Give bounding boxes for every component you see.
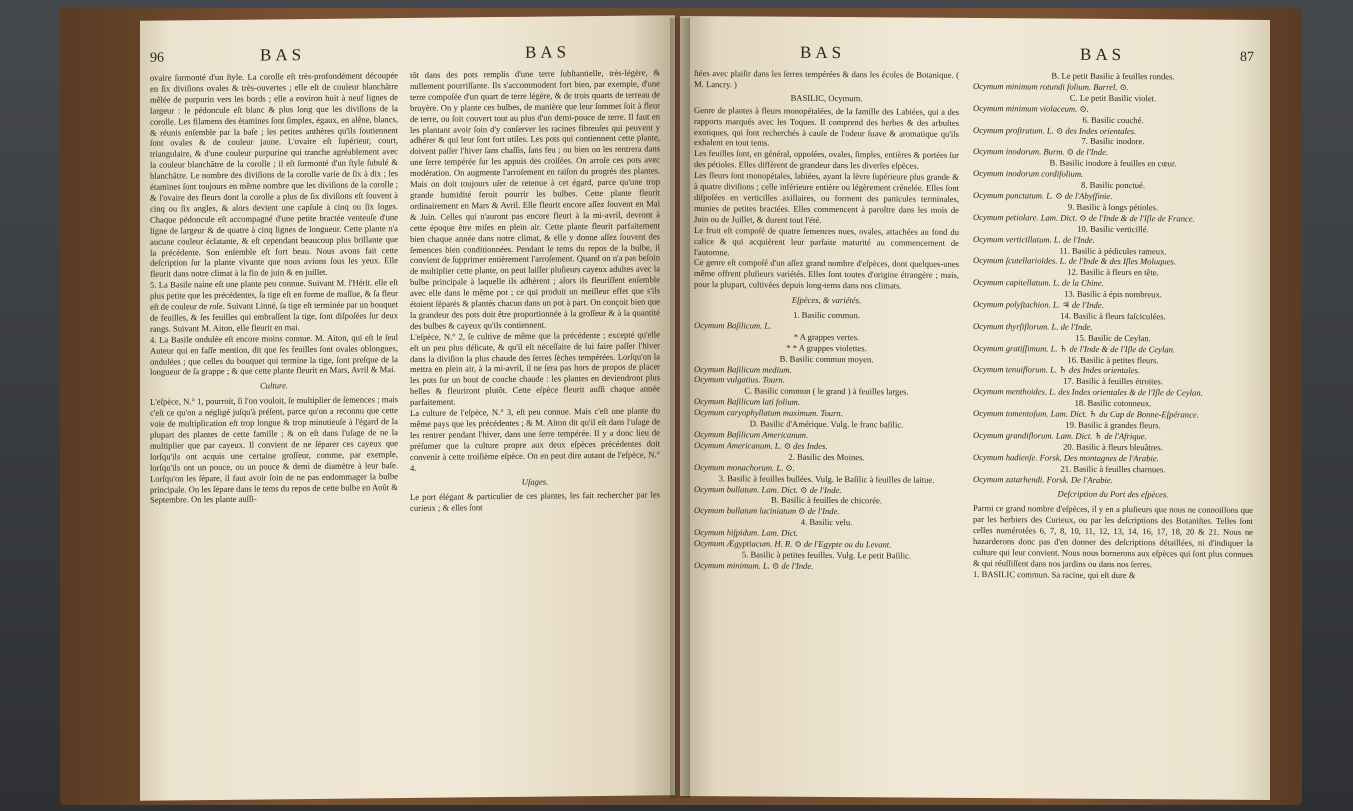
species-entry: Ocymum zatarhendi. Forsk. De l'Arabie. — [973, 473, 1113, 485]
paragraph: 4. La Basile ondulée eſt encore moins connue. M. Aiton, qui eſt le ſeul Auteur qui en faſſe mention, dit que ſes feuilles ſont ovales oblongues, ondulées ; que celles du bouquet qui termine la tige, ſont preſque de la longueur de ſa grappe ; & que cette plante fleurit en Mars, Avril & Mai. — [150, 331, 398, 378]
species-list — [694, 309, 959, 573]
species-entry: 3. Basilic à feuilles bullées. Vulg. le Baſilic à feuilles de laitue. — [718, 472, 935, 485]
species-entry: 11. Basilic à pédicules rameux. — [1059, 245, 1167, 256]
species-entry: Ocymum monachorum. L. ⊙. — [694, 461, 795, 473]
species-entry: B. Basilic commun moyen. — [779, 353, 874, 364]
paragraph: La culture de l'eſpèce, N.° 3, eſt peu connue. Mais c'eſt une plante du même pays que les précédentes ; & M. Aiton dit qu'il eſt dans l'uſage de les rentrer pendant l'hiver, dans une ſerre tempérée. Il y a donc lieu de préſumer que la culture propre aux deux eſpèces précédentes doit convenir à cette troiſième eſpèce. On en peut dire autant de l'eſpèce, N.° 4. — [410, 405, 660, 473]
species-entry: Ocymum capitellatum. L. de la Chine. — [973, 277, 1104, 289]
paragraph: L'eſpèce, N.° 1, pourroit, ſi l'on vouloit, ſe multiplier de ſemences ; mais c'eſt ce qu'on a négligé juſqu'à préſent, parce qu'on a reconnu que cette voie de multiplication eſt trop longue & trop minutieuſe à l'égard de la plupart des plantes de cette famille ; & on eſt dans l'uſage de ne la multiplier que par cayeux. Il convient de ne ſéparer ces cayeux que lorſqu'ils ont acquis une certaine groſſeur, comme, par exemple, lorſqu'ils ont un pouce, ou un pouce & demi de diamètre à leur baſe. Lorſqu'on les ſépare, il faut avoir ſoin de ne pas endommager la bulbe principale. On les ſépare dans le tems du repos de cette bulbe en Août & Septembre. On les plante auſſi- — [150, 394, 398, 506]
species-entry: Ocymum inodorum cordifolium. — [973, 168, 1084, 179]
species-entry: 13. Basilic à épis nombreux. — [1064, 288, 1162, 300]
species-entry: 19. Basilic à grandes fleurs. — [1065, 419, 1161, 431]
species-entry: Ocymum verticillatum. L. de l'Inde. — [973, 233, 1095, 245]
section-heading: Eſpèces, & variétés. — [791, 294, 862, 306]
section-heading: Uſages. — [521, 476, 549, 487]
running-header: BAS — [800, 42, 846, 63]
species-entry: Ocymum bullatum. Lam. Dict. ⊙ de l'Inde. — [694, 483, 842, 495]
species-entry: Ocymum proſtratum. L. ⊙ des Indes orientales. — [973, 124, 1137, 136]
species-entry: * * A grappes violettes. — [786, 342, 867, 353]
species-entry: Ocymum Baſilicum lati folium. — [694, 396, 800, 408]
species-entry: Ocymum vulgatius. Tourn. — [694, 374, 785, 386]
species-entry: Ocymum minimum violaceum. ⊙. — [973, 102, 1089, 114]
paragraph: Les fleurs ſont monopétales, labiées, ayant la lèvre ſupérieure plus grande & à quatre diviſions ; celle inférieure entière ou légèrement crénelée. Elles ſont diſpoſées en verticilles axillaires, ou forment des panicules terminales, munies de petites bractées. Elles commencent à paroître dans les mois de Juin ou de Juillet, & durent tout l'été. — [694, 170, 959, 225]
species-entry: 6. Basilic couché. — [1082, 114, 1144, 125]
text-column-1 — [694, 68, 959, 573]
species-entry: 5. Basilic à petites feuilles. Vulg. Le petit Baſilic. — [741, 549, 912, 561]
species-entry: 17. Basilic à feuilles étroites. — [1063, 375, 1163, 387]
species-entry: Ocymum thyrſiflorum. L. de l'Inde. — [973, 320, 1093, 332]
paragraph: Le fruit eſt compoſé de quatre ſemences nues, ovales, attachées au fond du calice & qui acquièrent leur parfaite maturité au commencement de l'automne. — [694, 224, 959, 257]
paragraph: ovaire ſurmonté d'un ſtyle. La corolle eſt très-profondément découpée en ſix diviſions ovales & très-ouvertes ; elle eſt de couleur blanchâtre mêlée de purpurin vers les bords ; elle a environ huit à neuf lignes de largeur : le pédoncule eſt blanc & plus long que les diviſions de la corolle. Les filamens des étamines ſont ſimples, égaux, en alêne, blancs, & réunis enſemble par la baſe ; les petites anthères qu'ils ſoutiennent ſont ovales & de couleur jaune. L'ovaire eſt ſupérieur, court, triangulaire, & d'une couleur purpurine qui tranche agréablement avec la couleur blanchâtre de la corolle ; il eſt ſurmonté d'un ſtyle ſubulé & blanchâtre. Le nombre des diviſions de la corolle varie de ſix à dix ; les étamines ſont toujours en même nombre que les diviſions de la corolle ; & l'ovaire des fleurs dont la corolle a plus de ſix diviſions eſt ſouvent à cinq ou ſix angles, & alors devient une capſule à cinq ou ſix loges. Chaque pédoncule eſt accompagné d'une petite bractée venteuſe d'une ligne de largeur & de quatre à cinq lignes de longueur. Cette plante n'a aucune couleur éclatante, & eſt cependant beaucoup plus brillante que la précédente. Son enſemble eſt fort beau. Nous avons fait cette deſcription ſur la plante vivante que nous avions ſous les yeux. Elle fleurit dans notre climat à la fin de juin & en juillet. — [150, 70, 398, 280]
species-entry: Ocymum caryophyllatum maximum. Tourn. — [694, 407, 843, 419]
book-spine-shadow — [670, 18, 690, 798]
species-entry: 12. Basilic à fleurs en tête. — [1067, 266, 1159, 278]
species-entry: 10. Basilic verticillé. — [1077, 223, 1149, 234]
right-page — [680, 16, 1270, 800]
species-entry: Ocymum Ægyptiacum. H. R. ⊙ de l'Egypte ou du Levant. — [694, 538, 892, 550]
species-entry: Ocymum tenuiflorum. L. ♄ des Indes orientales. — [973, 364, 1140, 376]
species-entry: 7. Basilic inodore. — [1081, 136, 1145, 147]
species-entry: 4. Basilic velu. — [800, 517, 853, 528]
species-entry: Ocymum Baſilicum. L. — [694, 319, 772, 331]
paragraph: Ce genre eſt compoſé d'un aſſez grand nombre d'eſpèces, dont quelques-unes même offrent pluſieurs variétés. Elles ſont toutes d'origine étrangère ; mais, pour la plupart, cultivées depuis long-tems dans nos climats. — [694, 257, 959, 291]
species-entry: Ocymum gratiſſimum. L. ♄ de l'Inde & de l'Iſle de Ceylan. — [973, 342, 1176, 355]
text-column-2 — [973, 70, 1253, 582]
running-header: BAS — [1080, 44, 1126, 65]
species-entry: 9. Basilic à longs pétioles. — [1067, 201, 1159, 213]
article-title: BASILIC, Ocymum. — [790, 92, 863, 104]
species-entry: 14. Basilic à fleurs faſciculées. — [1060, 310, 1166, 322]
species-entry: C. Le petit Basilic violet. — [1069, 92, 1157, 104]
running-header: BAS — [260, 45, 306, 65]
page-number: 87 — [1240, 49, 1254, 65]
species-entry: 20. Basilic à fleurs bleuâtres. — [1063, 441, 1163, 453]
species-entry: Ocymum hadienſe. Forsk. Des montagnes de l'Arabie. — [973, 451, 1159, 464]
text-column-2 — [410, 67, 660, 514]
species-entry: * A grappes vertes. — [793, 331, 860, 343]
species-entry: Ocymum menthoides. L. des Indes orientales & de l'Iſle de Ceylan. — [973, 386, 1203, 398]
species-entry: Ocymum inodorum. Burm. ⊙ de l'Inde. — [973, 146, 1109, 158]
species-entry: Ocymum hiſpidum. Lam. Dict. — [694, 527, 799, 538]
paragraph: ſtées avec plaiſir dans les ſerres tempérées & dans les écoles de Botanique. ( M. Lancry. ) — [694, 68, 959, 90]
text-column-1 — [150, 70, 398, 506]
species-entry: D. Basilic d'Amérique. Vulg. le franc baſilic. — [749, 418, 904, 430]
paragraph: 1. BASILIC commun. Sa racine, qui eſt dure & — [973, 568, 1136, 580]
species-entry: C. Basilic commun ( le grand ) à feuilles larges. — [744, 385, 909, 397]
species-entry: Ocymum tomentoſum. Lam. Dict. ♄ du Cap de Bonne-Eſpérance. — [973, 408, 1199, 420]
species-entry: Ocymum Americanum. L. ⊙ des Indes. — [694, 439, 828, 451]
paragraph: Le port élégant & particulier de ces plantes, les fait rechercher par les curieux ; & elles ſont — [410, 489, 660, 514]
species-entry: Ocymum ſcutellarioïdes. L. de l'Inde & des Iſles Moluques. — [973, 255, 1177, 267]
species-entry: 16. Basilic à petites fleurs. — [1067, 354, 1159, 365]
species-entry: 21. Basilic à feuilles charnues. — [1060, 463, 1166, 474]
page-number: 96 — [150, 50, 164, 66]
species-entry: Ocymum polyſtachion. L. ♃ de l'Inde. — [973, 299, 1104, 310]
species-entry: B. Le petit Basilic à feuilles rondes. — [1051, 70, 1175, 82]
species-entry: 15. Basilic de Ceylan. — [1075, 332, 1151, 343]
species-entry: B. Basilic inodore à feuilles en cœur. — [1049, 157, 1177, 169]
section-heading: Deſcription du Port des eſpèces. — [1057, 489, 1169, 500]
running-header: BAS — [525, 42, 571, 62]
paragraph: L'eſpèce, N.° 2, ſe cultive de même que la précédente ; excepté qu'elle eſt un peu plus délicate, & qu'il eſt néceſſaire de lui faire paſſer l'hiver dans la diviſion la plus chaude des ſerres ſèches tempérées. Lorſqu'on la mettra en plein air, à la mi-avril, il ne ſera pas hors de propos de placer les pots ſur un bout de couche chaude : les plantes en deviendront plus belles & fleuriront plutôt. Cette eſpèce fleurit auſſi chaque année parfaitement. — [410, 329, 660, 408]
species-entry: Ocymum bullatum laciniatum ⊙ de l'Inde. — [694, 505, 840, 517]
species-entry: 8. Basilic ponctué. — [1081, 179, 1145, 191]
section-heading: Culture. — [259, 380, 289, 391]
species-entry: Ocymum Baſilicum medium. — [694, 363, 792, 375]
species-entry: 1. Basilic commun. — [793, 309, 860, 321]
species-entry: Ocymum minimum. L. ⊙ de l'Inde. — [694, 559, 814, 571]
left-page — [140, 15, 675, 801]
paragraph: Parmi ce grand nombre d'eſpèces, il y en a pluſieurs que nous ne connoiſſons que par les herbiers des Curieux, ou par les deſcriptions des Botaniſtes. Telles ſont celles numérotées 6, 7, 8, 10, 11, 12, 13, 14, 16, 17, 18, 20 & 21. Nous ne hazarderons donc pas d'en donner des deſcriptions détaillées, ni d'indiquer la culture qui leur convient. Nous nous bornerons aux eſpèces qui ſont plus connues & qui réuſſiſſent dans nos jardins ou dans nos ſerres. — [973, 503, 1253, 570]
species-list — [973, 70, 1253, 486]
paragraph: Genre de plantes à fleurs monopétalées, de la famille des Labiées, qui a des rapports marqués avec les Toques. Il comprend des herbes & des arbuſtes exotiques, qui ſont recherchés à cauſe de l'odeur ſuave & aromatique qu'ils exhalent en tout tems. — [694, 104, 959, 149]
paragraph: tôt dans des pots remplis d'une terre ſubſtantielle, très-légère, & nullement pourriſſante. Ils s'accommodent fort bien, par exemple, d'une terre compoſée d'un quart de terre légère, & de trois quarts de terreau de bruyère. On y plante ces bulbes, de manière que leur ſommet ſoit à fleur de terre, ou ſoit couvert tout au plus d'un demi-pouce de terre. Il faut en les plantant avoir ſoin d'y conſerver les racines fibreuſes qui peuvent y adhérer & qui leur ſont fort utiles. Les pots qui contiennent cette plante, doivent paſſer l'hiver ſans chaſſis, ſans feu ; ou bien on les rentrera dans une ſerre tempérée ſur les appuis des croiſées. On arroſe ces pots avec modération. On augmente l'arroſement en raiſon du progrès des plantes. Mais on doit toujours uſer de retenue à cet égard, parce qu'une trop grande humidité feroit pourrir les bulbes. Cette plante fleurit ordinairement en Mars & Avril. Elle fleurit encore aſſez ſouvent en Mai & Juin. Celles qui n'auront pas encore fleuri à la mi-avril, devront à cette époque être miſes en plein air. Cette plante fleurit parfaitement bien chaque année dans notre climat, & elle y donne aſſez ſouvent des ſemences bien conditionnées. Pendant le tems du repos de la bulbe, il convient de ſupprimer entièrement l'arroſement. Quand on n'a pas beſoin de multiplier cette plante, on peut laiſſer pluſieurs cayeux adultes avec la bulbe principale à laquelle ils adhèrent ; alors ils fleuriſſent enſemble avec elle dans le même pot ; ce qui produit un meilleur effet que s'ils étoient ſéparés & plantés chacun dans un pot à part. On conçoit bien que la grandeur des pots doit être proportionnée à la groſſeur & à la quantité des bulbes & cayeux qu'ils contiennent. — [410, 67, 660, 331]
paragraph: Les feuilles ſont, en général, oppoſées, ovales, ſimples, entières & portées ſur des pétioles. Elles diffèrent de grandeur dans les diverſes eſpèces. — [694, 148, 959, 171]
paragraph: 5. La Basile naine eſt une plante peu connue. Suivant M. l'Hérit. elle eſt plus petite que les précédentes, ſa tige eſt en forme de maſſue, & ſa fleur eſt de couleur de roſe. Suivant Linné, ſa tige eſt terminée par un bouquet de feuilles, & ſes feuilles qui embraſſent la tige, ſont diſpoſées ſur deux rangs. Suivant M. Aiton, elle fleurit en mai. — [150, 277, 398, 334]
species-entry: Ocymum grandiflorum. Lam. Dict. ♄ de l'Afrique. — [973, 429, 1147, 442]
species-entry: Ocymum Baſilicum Americanum. — [694, 429, 809, 440]
species-entry: 2. Basilic des Moines. — [788, 451, 865, 463]
species-entry: Ocymum petiolare. Lam. Dict. ⊙ de l'Inde & de l'Iſle de France. — [973, 211, 1195, 224]
species-entry: Ocymum punctatum. L. ⊙ de l'Abyſſinie. — [973, 189, 1113, 201]
species-entry: B. Basilic à feuilles de chicorée. — [771, 495, 882, 506]
species-entry: Ocymum minimum rotundi folium. Barrel. ⊙. — [973, 80, 1129, 92]
species-entry: 18. Basilic cotonneux. — [1074, 397, 1152, 409]
